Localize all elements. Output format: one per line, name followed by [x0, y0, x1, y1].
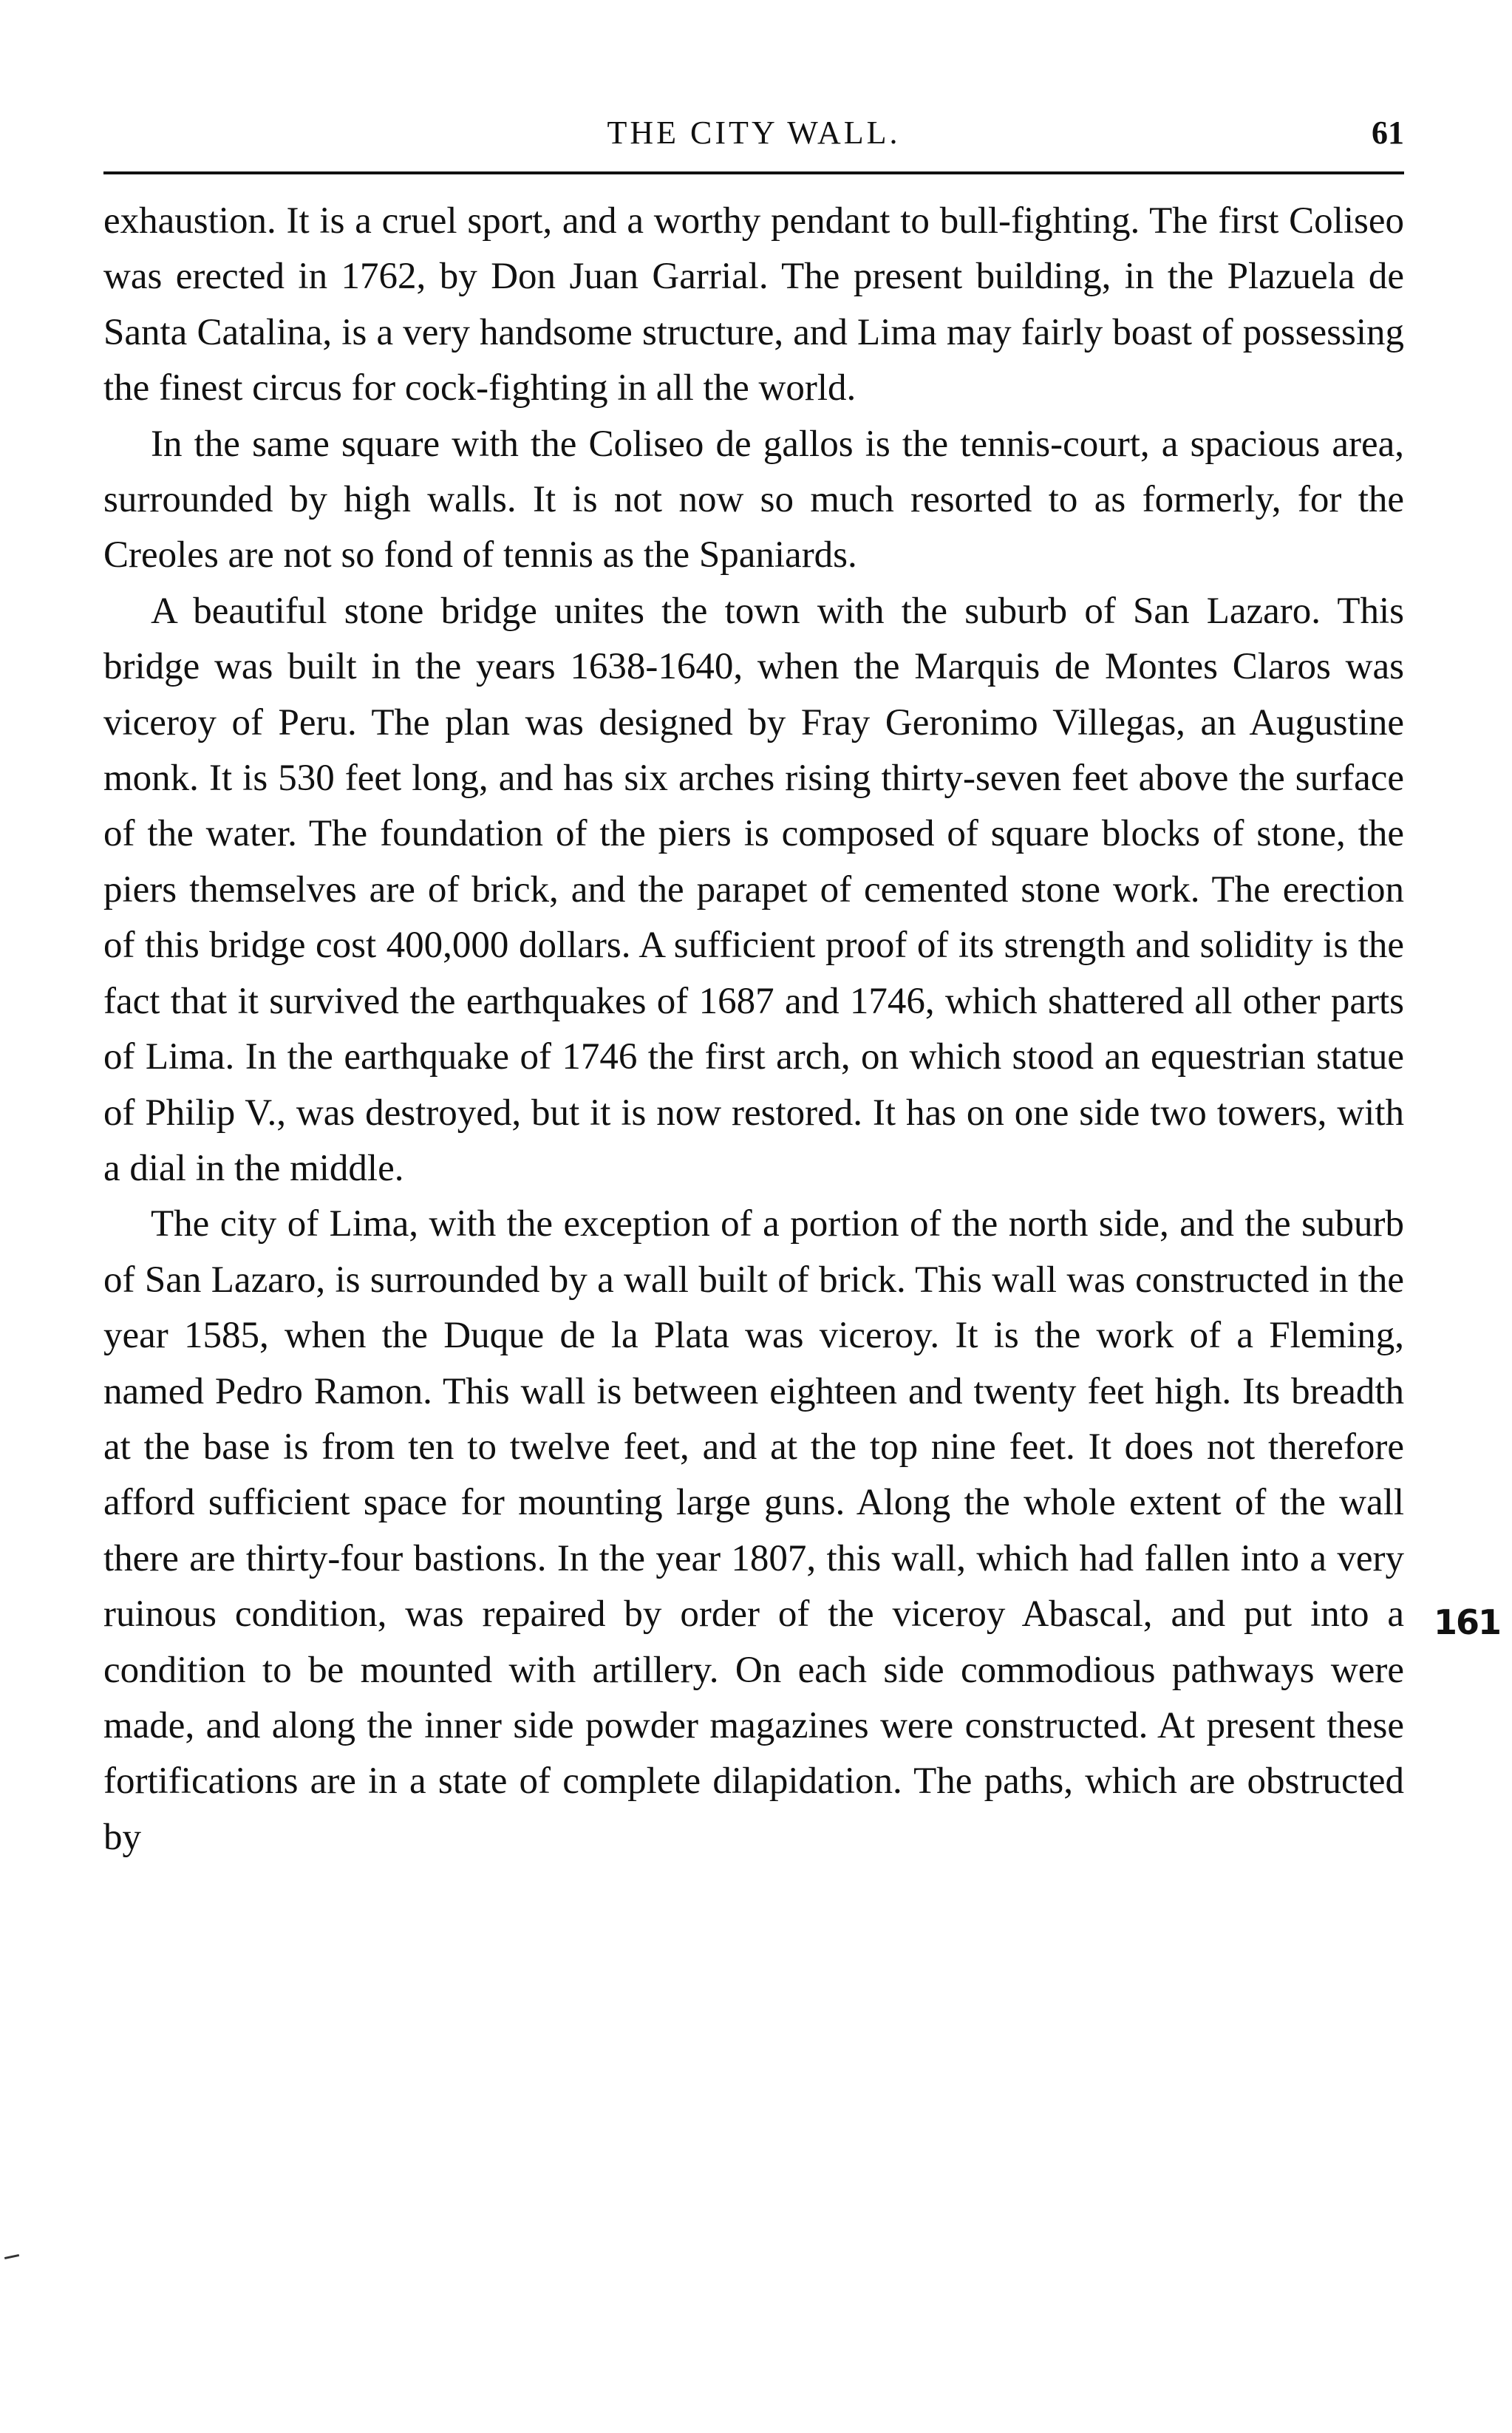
running-head: THE CITY WALL.	[607, 115, 901, 151]
margin-annotation: 161	[1434, 1602, 1501, 1642]
paragraph-tennis-court: In the same square with the Coliseo de gallos is the tennis-court, a spacious area, surrounded by high walls. It is not now so much resorted to as formerly, for the Creoles are not so fond of tennis as the Spaniards.	[103, 423, 1404, 576]
paragraph-city-wall: The city of Lima, with the exception of a portion of the north side, and the suburb of San Lazaro, is surrounded by a wall built of brick. This wall was constructed in the year 1585, when the Duque de la Plata was viceroy. It is the work of a Fleming, named Pedro Ramon. This wall is between eighteen and twenty feet high. Its breadth at the base is from ten to twelve feet, and at the top nine feet. It does not therefore afford sufficient space for mounting large guns. Along the whole extent of the wall there are thirty-four bastions. In the year 1807, this wall, which had fallen into a very ruinous condition, was repaired by order of the viceroy Abascal, and put into a condition to be mounted with artillery. On each side commodious pathways were made, and along the inner side powder magazines were constructed. At present these fortifications are in a state of complete dilapidation. The paths, which are obstructed by	[103, 1203, 1404, 1858]
paragraph-continuation: exhaustion. It is a cruel sport, and a worthy pendant to bull-fighting. The first Coliseo was erected in 1762, by Don Juan Garrial. The present building, in the Plazuela de Santa Catalina, is a very handsome structure, and Lima may fairly boast of possessing the finest circus for cock-fighting in all the world.	[103, 200, 1404, 409]
page-number: 61	[1372, 115, 1404, 151]
paragraph-stone-bridge: A beautiful stone bridge unites the town with the suburb of San Lazaro. This bridge was built in the years 1638-1640, when the Marquis de Montes Claros was viceroy of Peru. The plan was designed by Fray Geronimo Villegas, an Augustine monk. It is 530 feet long, and has six arches rising thirty-seven feet above the surface of the water. The foundation of the piers is composed of square blocks of stone, the piers themselves are of brick, and the parapet of cemented stone work. The erection of this bridge cost 400,000 dollars. A sufficient proof of its strength and solidity is the fact that it survived the earthquakes of 1687 and 1746, which shattered all other parts of Lima. In the earthquake of 1746 the first arch, on which stood an equestrian statue of Philip V., was destroyed, but it is now restored. It has on one side two towers, with a dial in the middle.	[103, 590, 1404, 1189]
page-header	[103, 111, 1404, 155]
header-rule	[103, 171, 1404, 174]
margin-mark	[4, 2254, 19, 2259]
body-text	[103, 194, 1404, 1865]
